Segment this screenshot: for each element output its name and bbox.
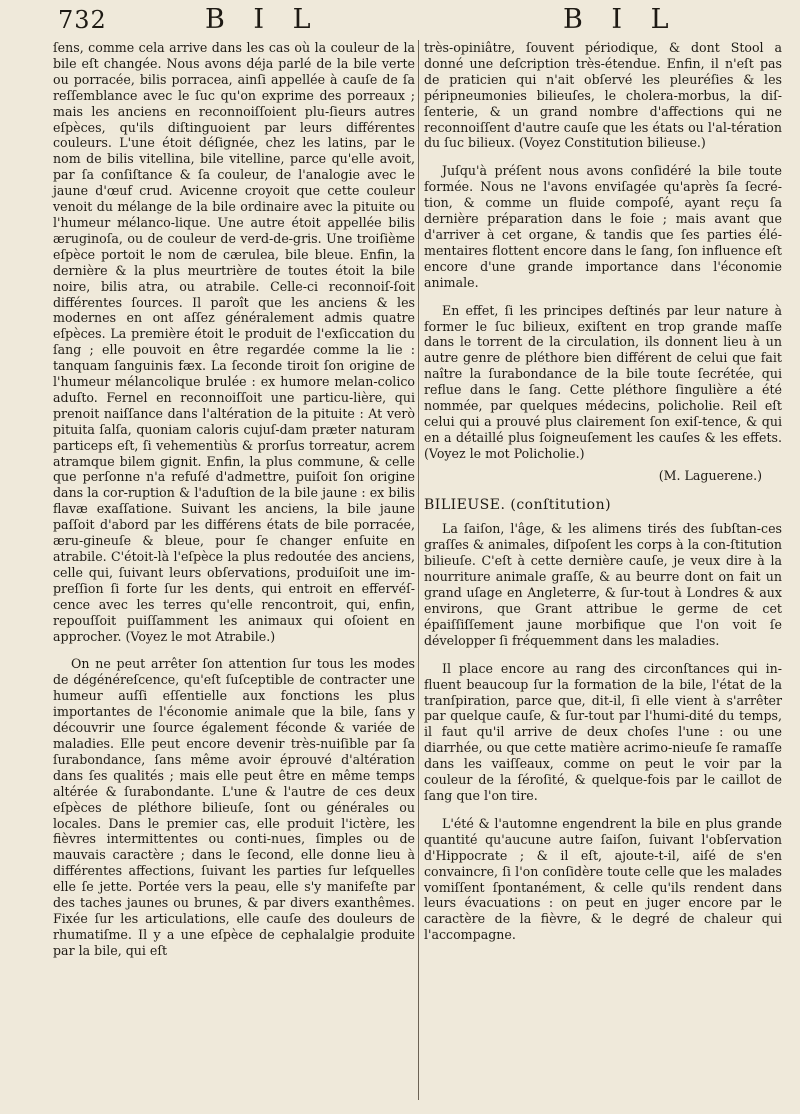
paragraph: Il place encore au rang des circonſtances qui in-fluent beaucoup ſur la formation de la bile, l'état de la tranſpiration, parce que, dit-il, ſi elle vient à s'arrêter par quelque cauſe, & ſur-tout par l'humi-dité du temps, il faut qu'il arrive de deux choſes l'une : ou une diarrhée, ou que cette matière acrimo-nieuſe ſe ramaſſe dans les vaiſſeaux, comme on peut le voir par la couleur de la ſéroſité, & quelque-fois par le caillot de ſang que l'on tire. bbox=[424, 660, 782, 803]
paragraph: Juſqu'à préſent nous avons conſidéré la bile toute formée. Nous ne l'avons enviſagée qu'après ſa ſecré-tion, & comme un fluide compoſé, ayant reçu ſa dernière préparation dans le foie ; mais avant que d'arriver à cet organe, & tandis que ſes parties élé-mentaires flottent encore dans le ſang, ſon influence eſt encore d'une grande importance dans l'économie animale. bbox=[424, 163, 782, 290]
paragraph: L'été & l'automne engendrent la bile en plus grande quantité qu'aucune autre ſaiſon, ſuivant l'obſervation d'Hippocrate ; & il eſt, ajoute-t-il, aiſé de s'en convaincre, ſi l'on conſidère toute celle que les malades vomiſſent ſpontanément, & celle qu'ils rendent dans leurs évacuations : on peut en juger encore par le caractère de la fièvre, & le degré de chaleur qui l'accompagne. bbox=[424, 815, 782, 943]
right-column bbox=[424, 40, 782, 943]
column-divider bbox=[418, 40, 419, 1100]
paragraph: très-opiniâtre, ſouvent périodique, & dont Stool a donné une deſcription très-étendue. Enfin, il n'eſt pas de praticien qui n'ait obſervé les pleuréſies & les péripneumonies bilieuſes, le cholera-morbus, la diſ-ſenterie, & un grand nombre d'affections qui ne reconnoiſſent d'autre cauſe que les états ou l'al-tération du ſuc bilieux. (Voyez Constitution bilieuse.) bbox=[424, 40, 782, 151]
running-head-left: B I L bbox=[205, 4, 321, 35]
author-signature: (M. Laguerene.) bbox=[658, 467, 762, 483]
page-number: 732 bbox=[58, 6, 107, 34]
running-head-right: B I L bbox=[563, 4, 679, 35]
paragraph: La ſaiſon, l'âge, & les alimens tirés des ſubſtan-ces graſſes & animales, diſpoſent les corps à la con-ſtitution bilieuſe. C'eſt à cette dernière cauſe, je veux dire à la nourriture animale graſſe, & au beurre dont on fait un grand uſage en Angleterre, & ſur-tout à Londres & aux environs, que Grant attribue le germe de cet épaiſſiſſement jaune morbifique que l'on voit ſe développer ſi fréquemment dans les maladies. bbox=[424, 521, 782, 648]
paragraph: En effet, ſi les principes deſtinés par leur nature à former le ſuc bilieux, exiſtent en trop grande maſſe dans le torrent de la circulation, ils donnent lieu à un autre genre de pléthore bien différent de celui que fait naître la ſurabondance de la bile toute ſecrétée, qui reflue dans le ſang. Cette pléthore ſingulière a été nommée, par quelques médecins, policholie. Reil eſt celui qui a prouvé plus clairement ſon exiſ-tence, & qui en a détaillé plus ſoigneuſement les cauſes & les effets. (Voyez le mot Policholie.) bbox=[424, 302, 782, 461]
left-column bbox=[53, 40, 415, 959]
paragraph: On ne peut arrêter ſon attention ſur tous les modes de dégénéreſcence, qu'eſt ſuſceptible de contracter une humeur auſſi eſſentielle aux fonctions les plus importantes de l'économie animale que la bile, ſans y découvrir une ſource également féconde & variée de maladies. Elle peut encore devenir très-nuiſible par ſa ſurabondance, ſans même avoir éprouvé d'altération dans ſes qualités ; mais elle peut être en même temps altérée & ſurabondante. L'une & l'autre de ces deux eſpèces de pléthore bilieuſe, ſont ou générales ou locales. Dans le premier cas, elle produit l'ictère, les fièvres intermittentes ou conti-nues, ſimples ou de mauvais caractère ; dans le ſecond, elle donne lieu à différentes affections, ſuivant les parties ſur leſquelles elle ſe jette. Portée vers la peau, elle s'y manifeſte par des taches jaunes ou brunes, & par divers exanthêmes. Fixée ſur les articulations, elle cauſe des douleurs de rhumatiſme. Il y a une eſpèce de cephalalgie produite par la bile, qui eſt bbox=[53, 656, 415, 958]
section-heading: BILIEUSE. (conſtitution) bbox=[424, 496, 612, 513]
paragraph: ſens, comme cela arrive dans les cas où la couleur de la bile eſt changée. Nous avons déja parlé de la bile verte ou porracée, bilis porracea, ainſi appellée à cauſe de ſa reſſemblance avec le ſuc qu'on exprime des porreaux ; mais les anciens en reconnoiſſoient plu-ſieurs autres eſpèces, qu'ils diſtinguoient par leurs différentes couleurs. L'une étoit déſignée, chez les latins, par le nom de bilis vitellina, bile vitelline, parce qu'elle avoit, par ſa conſiſtance & ſa couleur, de l'analogie avec le jaune d'œuf crud. Avicenne croyoit que cette couleur venoit du mélange de la bile ordinaire avec la pituite ou l'humeur mélanco-lique. Une autre étoit appellée bilis æruginoſa, ou de couleur de verd-de-gris. Une troiſième eſpèce portoit le nom de cærulea, bile bleue. Enfin, la dernière & la plus meurtrière de toutes étoit la bile noire, bilis atra, ou atrabile. Celle-ci reconnoiſ-ſoit différentes ſources. Il paroît que les anciens & les modernes en ont aſſez généralement admis quatre eſpèces. La première étoit le produit de l'exſiccation du ſang ; elle pouvoit en être regardée comme la lie : tanquam ſanguinis fæx. La ſeconde tiroit ſon origine de l'humeur mélancolique brulée : ex humore melan-colico aduſto. Fernel en reconnoiſſoit une particu-lière, qui prenoit naiſſance dans l'altération de la pituite : At verò pituita ſalſa, quoniam caloris cujuſ-dam præter naturam particeps eſt, ſi vehementiùs & prorſus torreatur, acrem atramque bilem gignit. Enfin, la plus commune, & celle que perſonne n'a refuſé d'admettre, puiſoit ſon origine dans la cor-ruption & l'aduſtion de la bile jaune : ex bilis flavæ exaſſatione. Suivant les anciens, la bile jaune paſſoit d'abord par les différens états de bile porracée, æru-gineuſe & bleue, pour ſe changer enſuite en atrabile. C'étoit-là l'eſpèce la plus redoutée des anciens, celle qui, ſuivant leurs obſervations, produiſoit une im-preſſion ſi forte ſur les dents, qui entroit en effervéſ-cence avec les terres qu'elle rencontroit, qui, enfin, repouſſoit puiſſamment les animaux qui oſoient en approcher. (Voyez le mot Atrabile.) bbox=[53, 40, 415, 644]
